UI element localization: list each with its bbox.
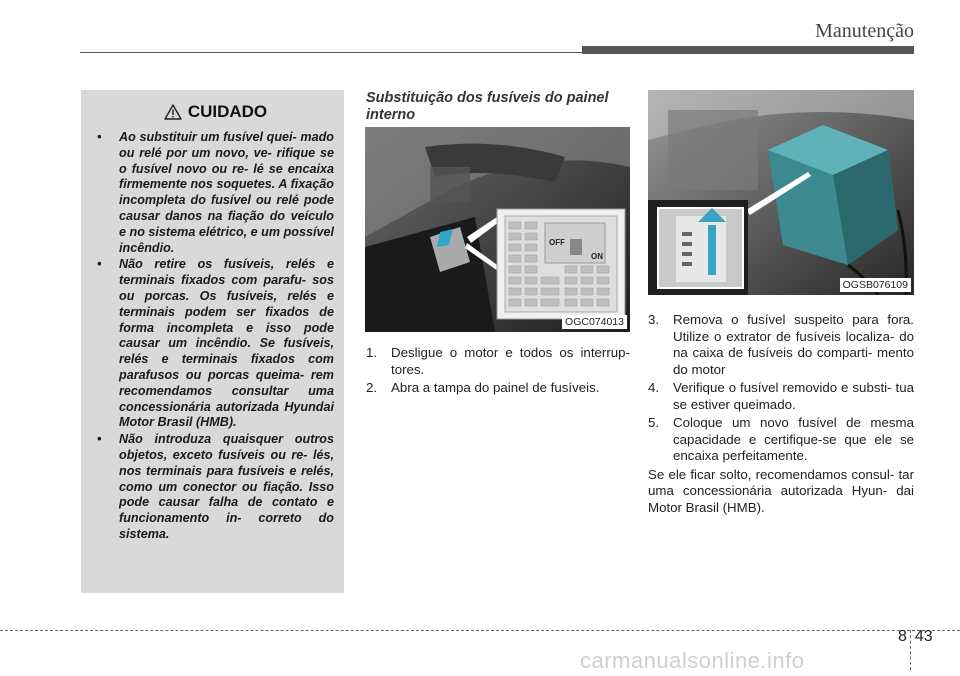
chapter-number: 8	[898, 628, 907, 645]
footer-rule	[0, 630, 960, 631]
fuse-switch-on-label: ON	[591, 252, 603, 261]
header-bar	[582, 46, 914, 54]
page-number-value: 43	[914, 628, 933, 645]
caution-box	[81, 90, 344, 593]
page-header-title: Manutenção	[815, 20, 914, 42]
steps-list-right	[648, 312, 914, 516]
interior-fuse-panel-illustration	[365, 127, 630, 332]
watermark-text: carmanualsonline.info	[580, 648, 805, 673]
section-title: Substituição dos fusíveis do painel interno	[366, 90, 609, 123]
figure-code: OGC074013	[562, 315, 627, 329]
caution-heading	[97, 102, 334, 122]
caution-item: • Não retire os fusíveis, relés e terminais fixados com parafu- sos ou porcas. Os fusíveis, relés e terminais podem ser fixados de forma incompleta e isso pode causar um incêndio. Se fusíveis, relés e terminais fixados com parafusos ou porcas queima- rem recomendamos consultar uma concessionária autorizada Hyundai Motor Brasil (HMB).	[97, 257, 334, 430]
caution-item: • Ao substituir um fusível quei- mado ou relé por um novo, ve- rifique se o fusível novo ou re- lé se encaixa firmemente nos soquetes. A fixação incompleta do fusível ou relé pode causar danos na fiação do veículo e no sistema elétrico, e um possível incêndio.	[97, 130, 334, 255]
step-item: 1. Desligue o motor e todos os interrup- tores.	[366, 345, 630, 377]
steps-list-left	[366, 345, 630, 399]
fuse-switch-off-label: OFF	[549, 238, 565, 247]
step-item: 3. Remova o fusível suspeito para fora. Utilize o extrator de fusíveis localiza- do na caixa de fusíveis do comparti- mento do motor	[648, 312, 914, 377]
figure-code: OGSB076109	[840, 278, 911, 292]
step-item: 4. Verifique o fusível removido e substi- tua se estiver queimado.	[648, 380, 914, 412]
note-paragraph: Se ele ficar solto, recomendamos consul- tar uma concessionária autorizada Hyun- dai Motor Brasil (HMB).	[648, 466, 914, 515]
step-item: 2. Abra a tampa do painel de fusíveis.	[366, 380, 600, 395]
engine-fuse-box-figure	[648, 90, 914, 295]
engine-fuse-box-illustration	[648, 90, 914, 295]
header-rule	[80, 52, 582, 53]
step-item: 5. Coloque um novo fusível de mesma capacidade e certifique-se que ele se encaixa perfeitamente.	[648, 415, 914, 463]
caution-title: CUIDADO	[187, 102, 268, 121]
caution-list	[97, 130, 334, 543]
page-number	[898, 628, 933, 670]
caution-item: • Não introduza quaisquer outros objetos, exceto fusíveis ou re- lés, nos terminais para fusíveis e relés, como um conector ou fiação. Isso pode causar falha de contato e funcionamento in- correto do sistema.	[97, 432, 334, 541]
warning-triangle-icon	[164, 104, 182, 120]
interior-fuse-panel-figure	[365, 127, 630, 332]
